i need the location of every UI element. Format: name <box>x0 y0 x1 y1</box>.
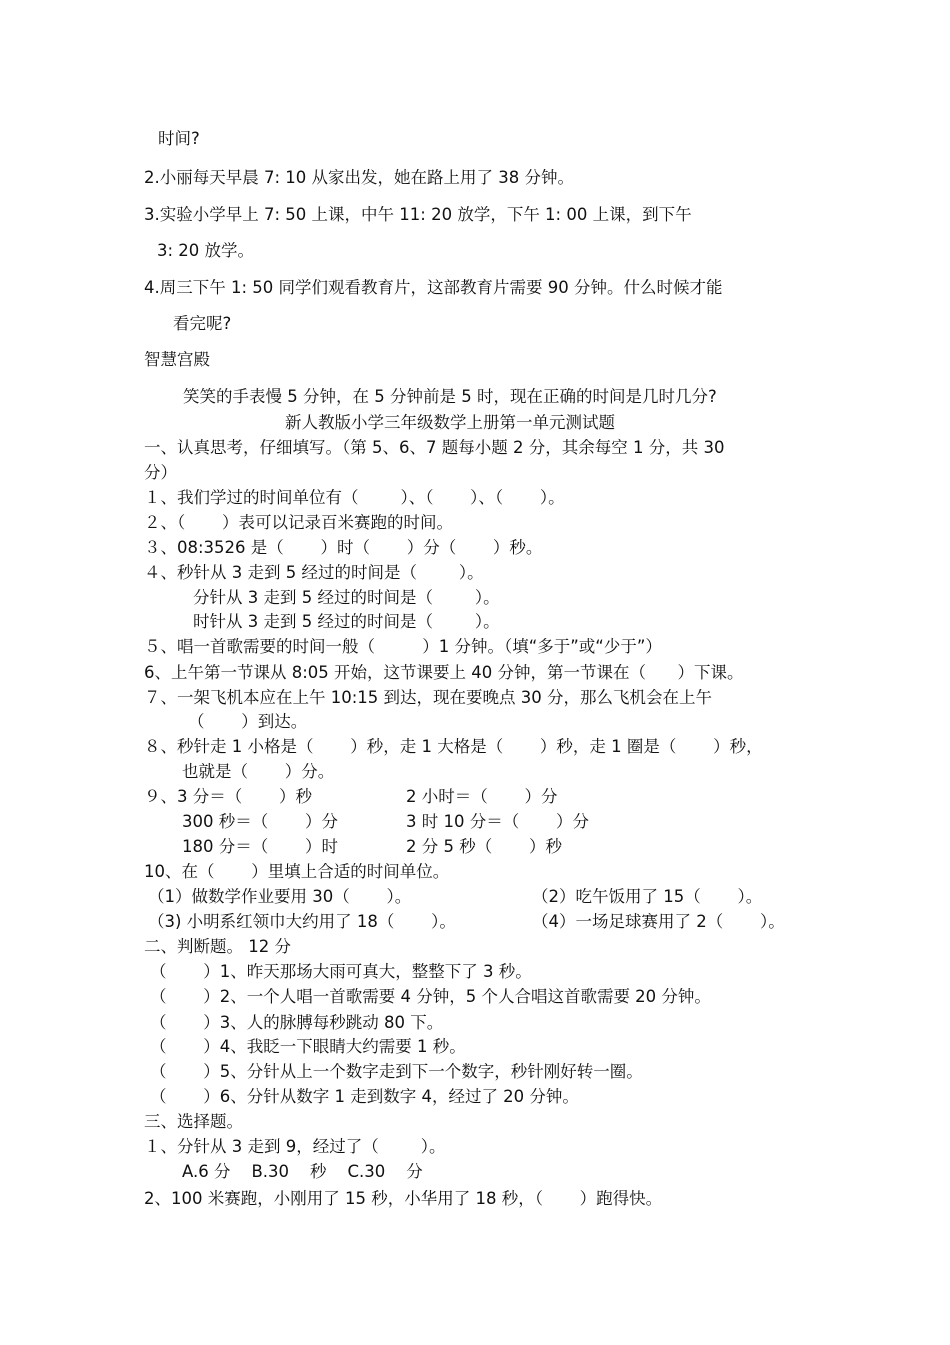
fill-question-10: 10、在（ ）里填上合适的时间单位。 <box>144 862 450 881</box>
fill-question-8: ８、秒针走 1 小格是（ ）秒，走 1 大格是（ ）秒，走 1 圈是（ ）秒， <box>144 737 763 756</box>
judge-item: （ ）3、人的脉膊每秒跳动 80 下。 <box>150 1013 444 1032</box>
wisdom-palace-heading: 智慧宫殿 <box>144 350 210 369</box>
fill-question-4c: 时针从 3 走到 5 经过的时间是（ ）。 <box>193 612 500 631</box>
fill-question-2: ２、（ ）表可以记录百米赛跑的时间。 <box>144 513 453 532</box>
fill-question-4b: 分针从 3 走到 5 经过的时间是（ ）。 <box>193 588 500 607</box>
fill-question-8-cont: 也就是（ ）分。 <box>182 762 335 781</box>
judge-item: （ ）2、一个人唱一首歌需要 4 分钟，5 个人合唱这首歌需要 20 分钟。 <box>150 987 711 1006</box>
fill-question-9-b2: 3 时 10 分＝（ ）分 <box>406 812 589 831</box>
fill-question-4: ４、秒针从 3 走到 5 经过的时间是（ ）。 <box>144 563 484 582</box>
choice-question-1-options: A.6 分 B.30 秒 C.30 分 <box>182 1162 423 1181</box>
fill-question-9-b1: 300 秒＝（ ）分 <box>182 812 338 831</box>
wisdom-question: 笑笑的手表慢 5 分钟，在 5 分钟前是 5 时，现在正确的时间是几时几分? <box>183 387 717 406</box>
judge-item: （ ）4、我眨一下眼睛大约需要 1 秒。 <box>150 1037 466 1056</box>
word-problem-3: 3.实验小学早上 7: 50 上课，中午 11: 20 放学，下午 1: 00 上课，到下午 <box>144 205 692 224</box>
part2-heading: 二、判断题。 12 分 <box>144 937 291 956</box>
fill-question-10-1: （1）做数学作业要用 30（ ）。 <box>148 887 412 906</box>
part1-heading: 一、认真思考，仔细填写。（第 5、6、7 题每小题 2 分，其余每空 1 分，共 30 <box>144 438 725 457</box>
word-problem-4: 4.周三下午 1: 50 同学们观看教育片，这部教育片需要 90 分钟。什么时候才能 <box>144 278 723 297</box>
fill-question-6: 6、上午第一节课从 8:05 开始，这节课要上 40 分钟，第一节课在（ ）下课。 <box>144 663 744 682</box>
fill-question-9-c1: 180 分＝（ ）时 <box>182 837 338 856</box>
fill-question-7-cont: （ ）到达。 <box>188 712 308 731</box>
fill-question-9-c2: 2 分 5 秒（ ）秒 <box>406 837 562 856</box>
fill-question-1: １、我们学过的时间单位有（ ）、（ ）、（ ）。 <box>144 488 565 507</box>
judge-item: （ ）6、分针从数字 1 走到数字 4，经过了 20 分钟。 <box>150 1087 579 1106</box>
question-continuation: 时间? <box>158 129 200 148</box>
part1-heading-cont: 分） <box>144 463 177 482</box>
fill-question-10-2: （2）吃午饭用了 15（ ）。 <box>532 887 763 906</box>
word-problem-4-cont: 看完呢? <box>173 314 232 333</box>
judge-item: （ ）1、昨天那场大雨可真大，整整下了 3 秒。 <box>150 962 532 981</box>
fill-question-10-4: （4）一场足球赛用了 2（ ）。 <box>532 912 785 931</box>
word-problem-2: 2.小丽每天早晨 7: 10 从家出发，她在路上用了 38 分钟。 <box>144 168 575 187</box>
fill-question-5: ５、唱一首歌需要的时间一般（ ）1 分钟。（填“多于”或“少于”） <box>144 637 662 656</box>
part3-heading: 三、选择题。 <box>144 1112 243 1131</box>
fill-question-10-3: （3) 小明系红领巾大约用了 18（ ）。 <box>148 912 456 931</box>
test-title: 新人教版小学三年级数学上册第一单元测试题 <box>285 413 615 432</box>
choice-question-1: １、分针从 3 走到 9，经过了（ ）。 <box>144 1137 446 1156</box>
fill-question-3: ３、08:3526 是（ ）时（ ）分（ ）秒。 <box>144 538 543 557</box>
judge-item: （ ）5、分针从上一个数字走到下一个数字，秒针刚好转一圈。 <box>150 1062 643 1081</box>
choice-question-2: 2、100 米赛跑，小刚用了 15 秒，小华用了 18 秒，（ ）跑得快。 <box>144 1189 663 1208</box>
fill-question-9-a2: 2 小时＝（ ）分 <box>406 787 558 806</box>
fill-question-7: ７、一架飞机本应在上午 10:15 到达，现在要晚点 30 分，那么飞机会在上午 <box>144 688 713 707</box>
word-problem-3-cont: 3: 20 放学。 <box>157 241 255 260</box>
fill-question-9-a1: ９、3 分＝（ ）秒 <box>144 787 312 806</box>
